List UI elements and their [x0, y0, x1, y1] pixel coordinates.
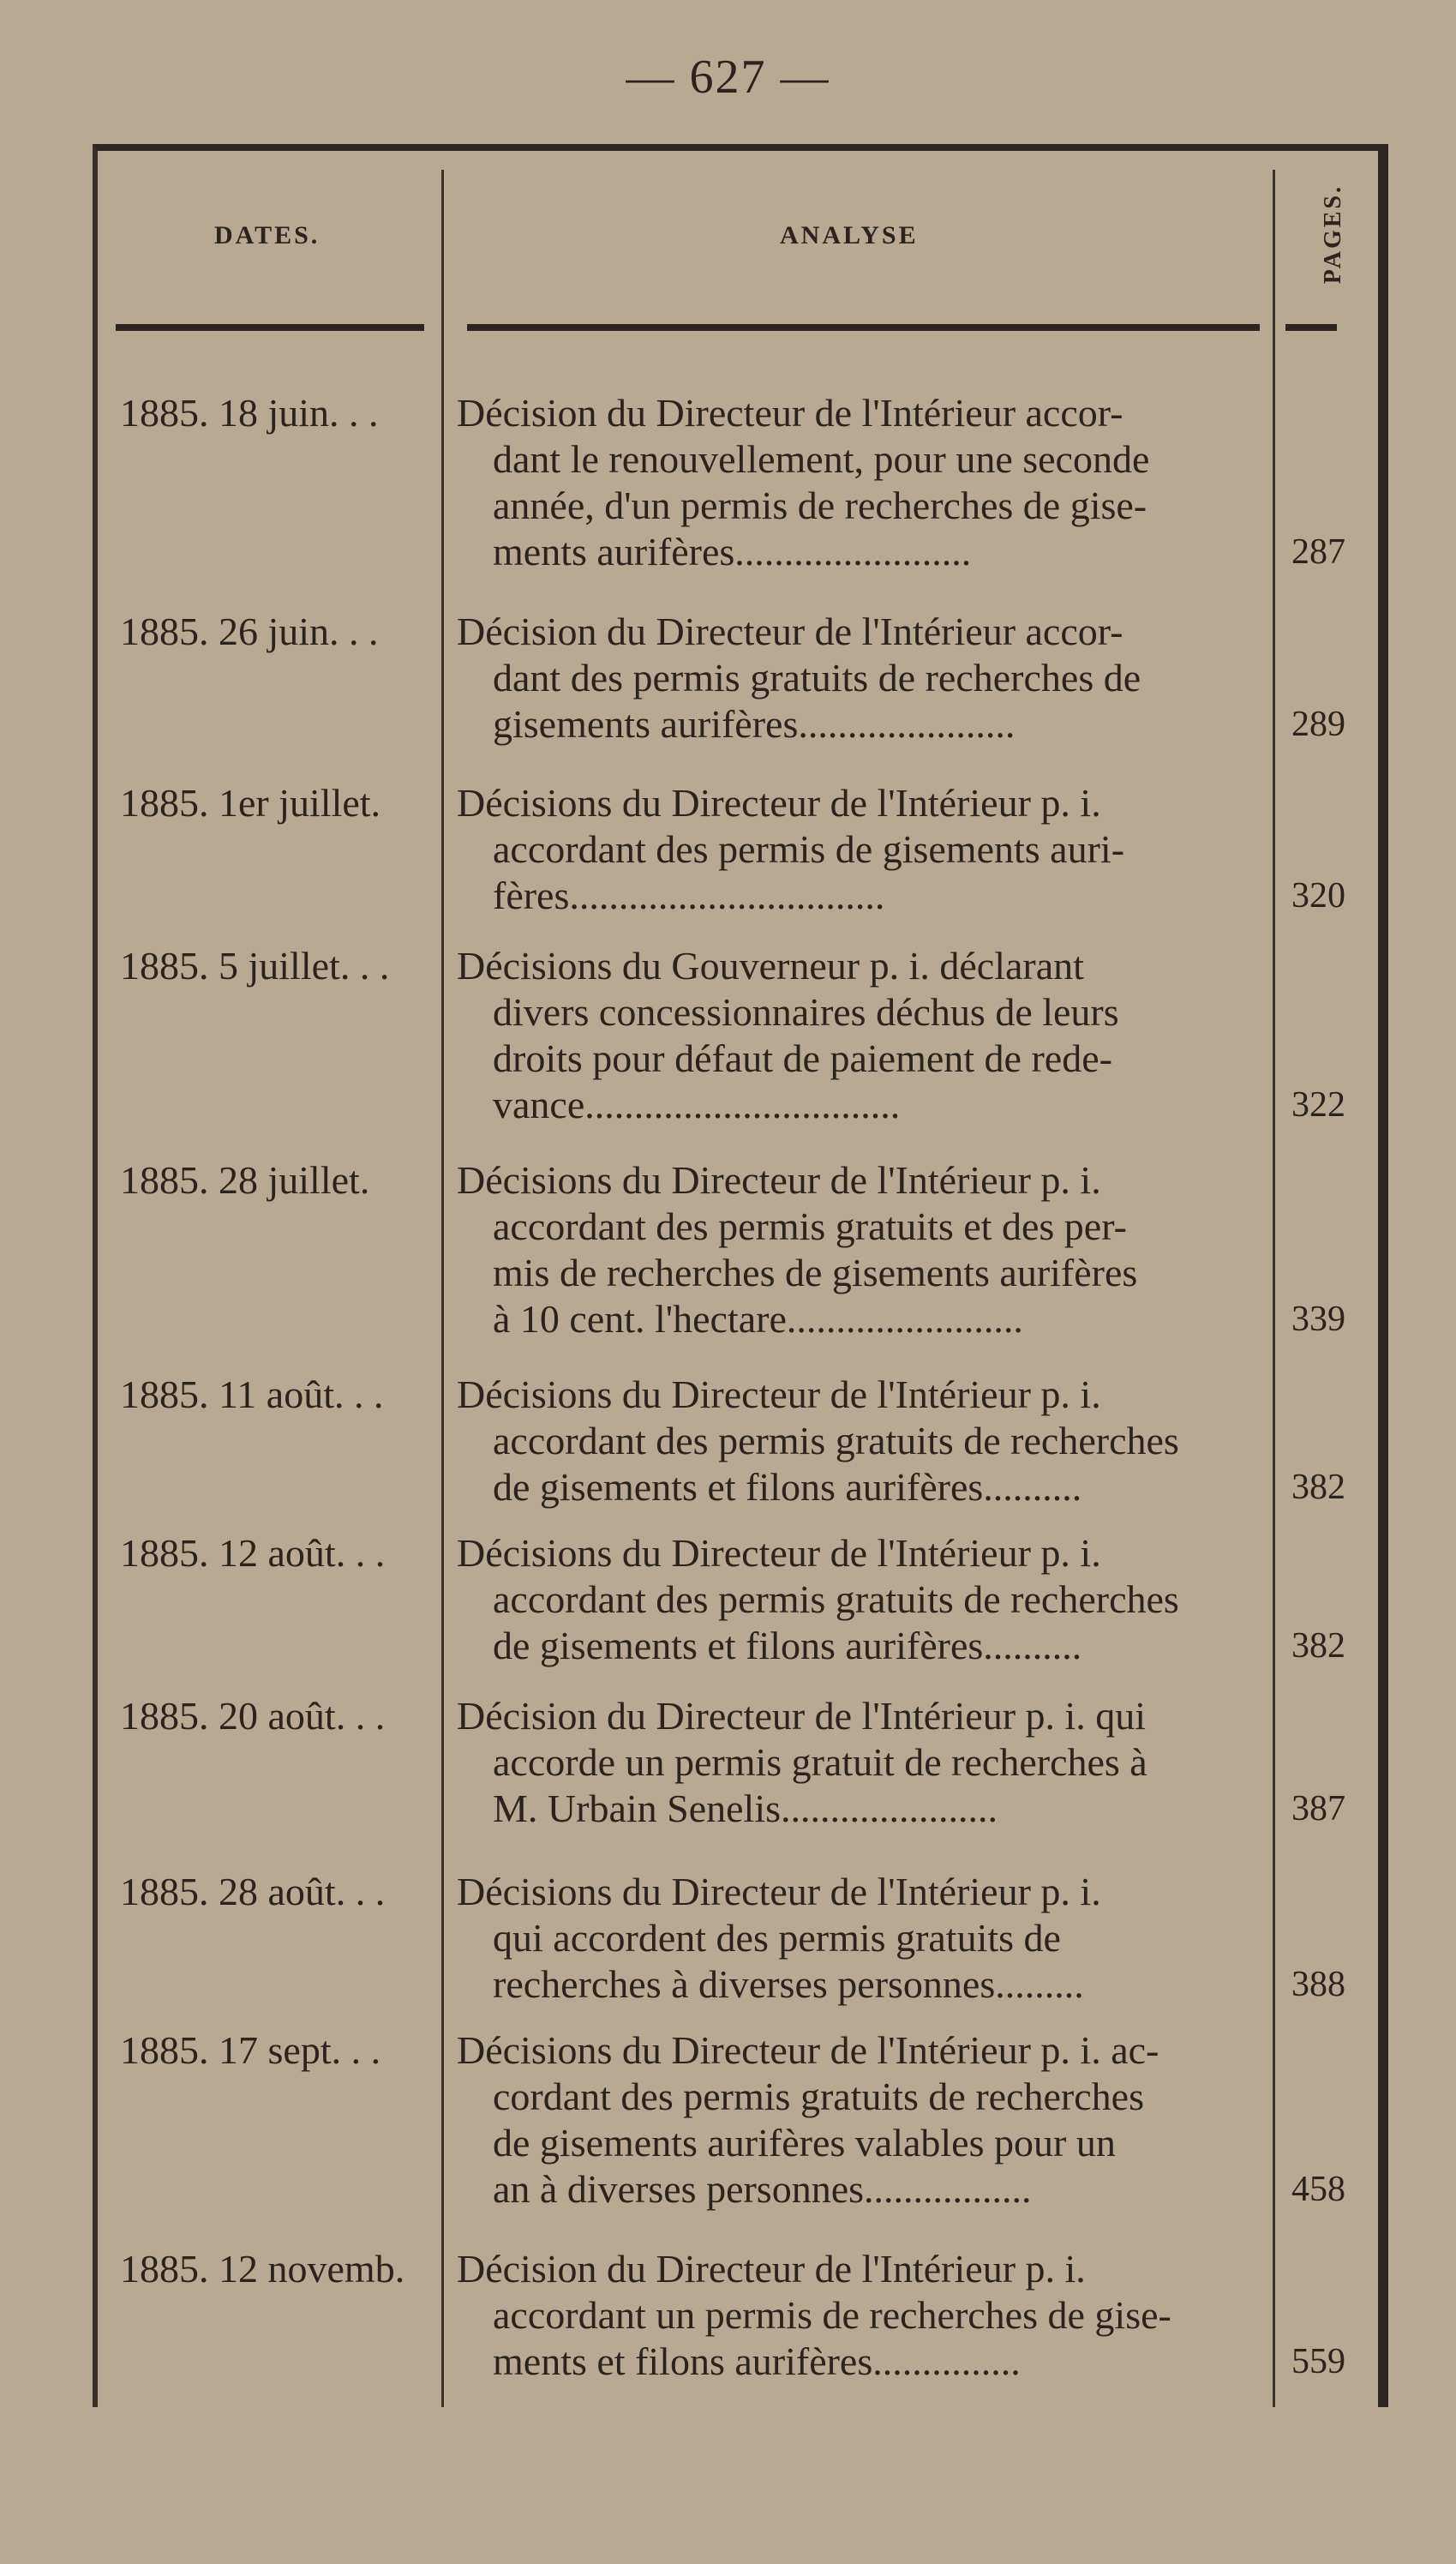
analysis-line: accordant des permis de gisements auri-	[493, 827, 1125, 871]
entry-page: 382	[1291, 1626, 1345, 1666]
entry-date: 1885. 17 sept. . .	[120, 2028, 381, 2072]
entry-date: 1885. 12 août. . .	[120, 1531, 386, 1575]
entry-date: 1885. 5 juillet. . .	[120, 944, 390, 988]
entry-page: 289	[1291, 705, 1345, 744]
entry-analysis	[457, 1530, 1271, 1669]
analysis-line: gisements aurifères......................	[493, 702, 1016, 746]
analysis-line: Décisions du Directeur de l'Intérieur p. i. ac-	[457, 2028, 1159, 2072]
analysis-line: Décisions du Directeur de l'Intérieur p. i.	[457, 1870, 1101, 1913]
analysis-line: droits pour défaut de paiement de rede-	[493, 1036, 1112, 1080]
entry-page: 322	[1291, 1085, 1345, 1125]
entry-date: 1885. 28 juillet.	[120, 1158, 370, 1202]
entry-analysis	[457, 2246, 1271, 2385]
analysis-line: recherches à diverses personnes.........	[493, 1962, 1084, 2006]
analysis-line: accorde un permis gratuit de recherches à	[493, 1740, 1147, 1784]
analysis-line: Décisions du Directeur de l'Intérieur p. i.	[457, 781, 1101, 825]
analysis-line: Décision du Directeur de l'Intérieur accor-	[457, 609, 1123, 653]
analysis-line: an à diverses personnes.................	[493, 2167, 1032, 2211]
analysis-line: divers concessionnaires déchus de leurs	[493, 990, 1119, 1034]
analysis-line: de gisements aurifères valables pour un	[493, 2121, 1116, 2165]
analysis-line: année, d'un permis de recherches de gise-	[493, 483, 1147, 527]
header-pages: PAGES.	[1320, 184, 1346, 285]
entry-analysis	[457, 1372, 1271, 1510]
entry-analysis	[457, 609, 1271, 748]
entry-page: 387	[1291, 1789, 1345, 1828]
entry-date: 1885. 20 août. . .	[120, 1694, 386, 1738]
entry-page: 458	[1291, 2170, 1345, 2209]
analysis-line: cordant des permis gratuits de recherches	[493, 2075, 1144, 2118]
entry-date: 1885. 11 août. . .	[120, 1372, 384, 1416]
entry-analysis	[457, 943, 1271, 1128]
analysis-line: ments aurifères........................	[493, 530, 972, 573]
page-number: — 627 —	[626, 51, 830, 104]
analysis-line: de gisements et filons aurifères..........	[493, 1465, 1082, 1509]
analysis-line: qui accordent des permis gratuits de	[493, 1916, 1061, 1960]
analysis-line: M. Urbain Senelis......................	[493, 1786, 998, 1830]
analysis-line: fères................................	[493, 874, 885, 917]
analysis-line: Décision du Directeur de l'Intérieur accor-	[457, 391, 1123, 435]
entry-page: 388	[1291, 1965, 1345, 2004]
header-dates: DATES.	[214, 221, 321, 249]
entry-date: 1885. 12 novemb.	[120, 2247, 405, 2291]
header-analyse: ANALYSE	[780, 221, 919, 249]
entry-analysis	[457, 1157, 1271, 1342]
header-rule	[116, 324, 424, 331]
analysis-line: ments et filons aurifères...............	[493, 2339, 1021, 2383]
entry-analysis	[457, 390, 1271, 575]
analysis-line: Décisions du Directeur de l'Intérieur p. i.	[457, 1372, 1101, 1416]
entry-page: 287	[1291, 532, 1345, 572]
entry-date: 1885. 28 août. . .	[120, 1870, 386, 1913]
entry-date: 1885. 18 juin. . .	[120, 391, 379, 435]
analysis-line: vance................................	[493, 1083, 901, 1126]
analysis-line: dant le renouvellement, pour une seconde	[493, 437, 1150, 481]
entry-analysis	[457, 2027, 1271, 2213]
column-divider	[1273, 170, 1275, 2407]
analysis-line: Décisions du Directeur de l'Intérieur p. i.	[457, 1531, 1101, 1575]
analysis-line: de gisements et filons aurifères..........	[493, 1624, 1082, 1667]
analysis-line: Décision du Directeur de l'Intérieur p. i.	[457, 2247, 1086, 2291]
analysis-line: accordant des permis gratuits de recherches	[493, 1577, 1179, 1621]
entry-page: 559	[1291, 2342, 1345, 2381]
entry-page: 382	[1291, 1468, 1345, 1507]
entry-analysis	[457, 780, 1271, 919]
entry-date: 1885. 26 juin. . .	[120, 609, 379, 653]
analysis-line: Décisions du Gouverneur p. i. déclarant	[457, 944, 1084, 988]
analysis-line: accordant un permis de recherches de gise-	[493, 2293, 1171, 2337]
entry-analysis	[457, 1869, 1271, 2008]
analysis-line: dant des permis gratuits de recherches de	[493, 656, 1141, 700]
entry-page: 339	[1291, 1300, 1345, 1339]
analysis-line: accordant des permis gratuits et des per-	[493, 1204, 1127, 1248]
analysis-line: Décisions du Directeur de l'Intérieur p. i.	[457, 1158, 1101, 1202]
analysis-line: mis de recherches de gisements aurifères	[493, 1251, 1138, 1294]
entry-date: 1885. 1er juillet.	[120, 781, 381, 825]
analysis-line: Décision du Directeur de l'Intérieur p. i. qui	[457, 1694, 1147, 1738]
analysis-line: à 10 cent. l'hectare........................	[493, 1297, 1023, 1341]
header-rule	[467, 324, 1260, 331]
entry-analysis	[457, 1693, 1271, 1832]
header-rule	[1285, 324, 1337, 331]
analysis-line: accordant des permis gratuits de recherches	[493, 1419, 1179, 1462]
column-divider	[441, 170, 444, 2407]
entry-page: 320	[1291, 876, 1345, 916]
